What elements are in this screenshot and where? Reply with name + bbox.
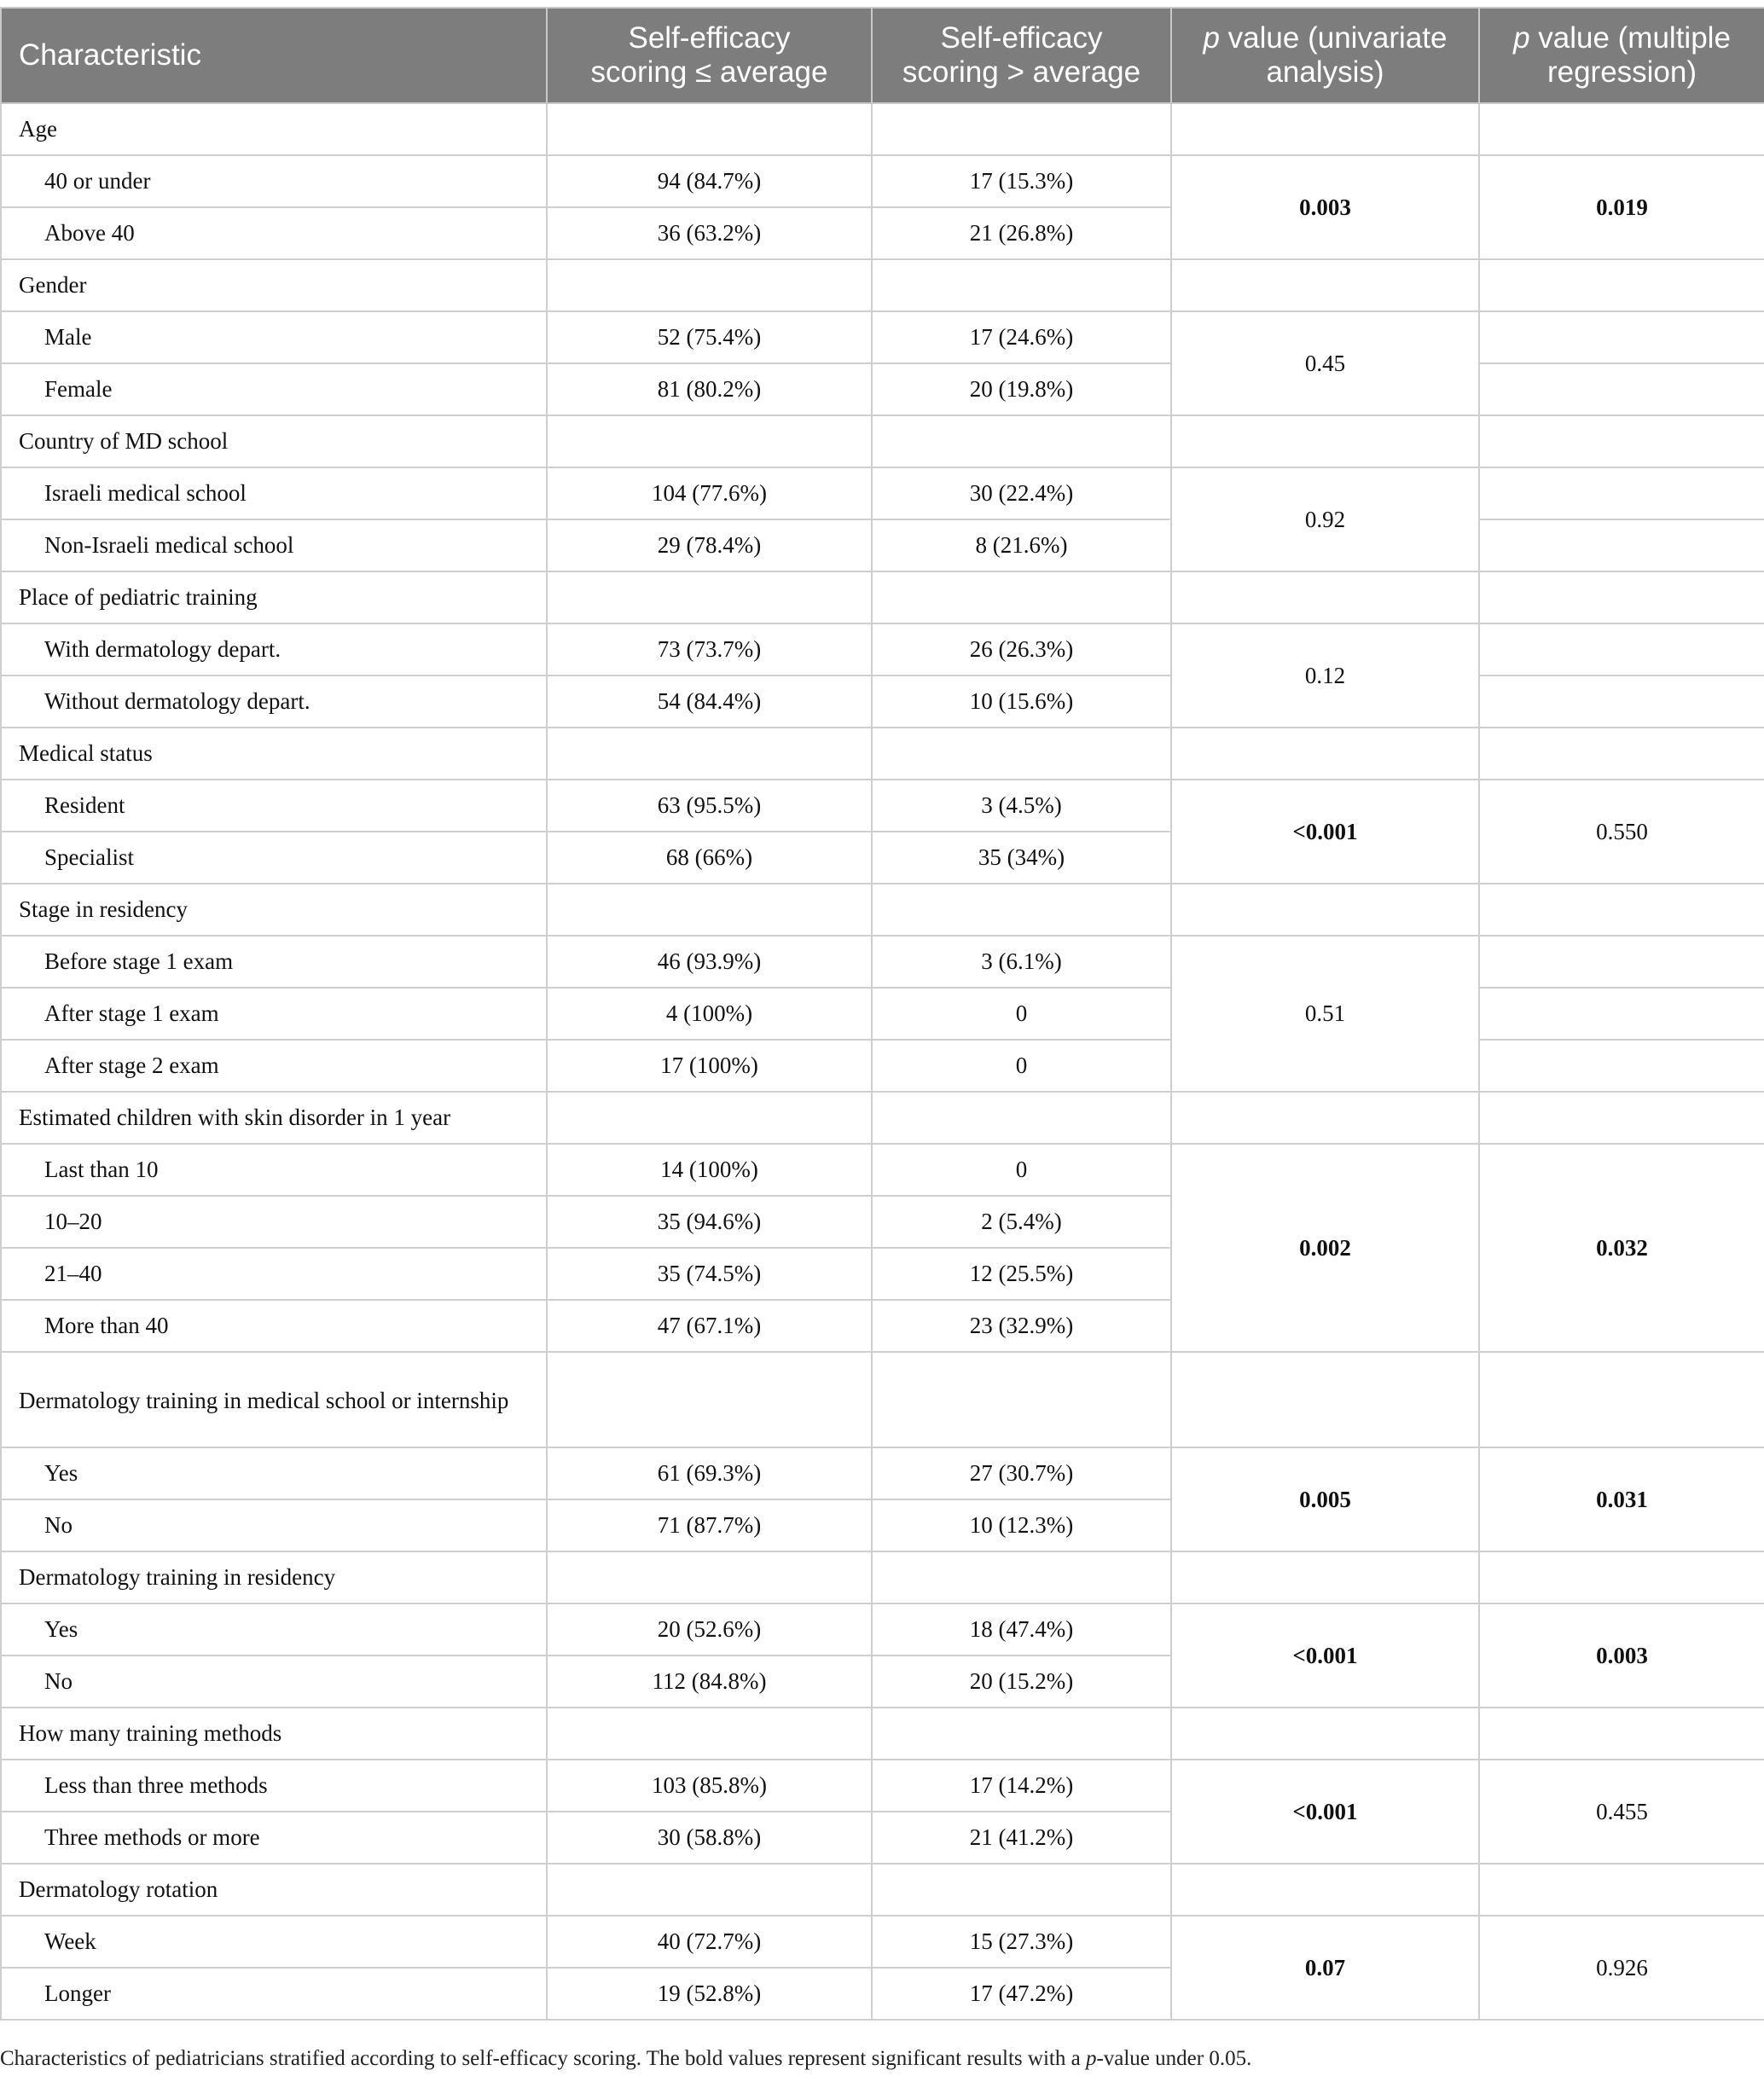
- header-col5-rest1: value (multiple: [1529, 21, 1731, 55]
- value-gt-average: 10 (15.6%): [872, 676, 1171, 728]
- header-col5-line2: regression): [1546, 55, 1697, 89]
- empty-cell: [1479, 571, 1764, 623]
- table-row: [1, 519, 1764, 571]
- empty-cell: [872, 571, 1171, 623]
- value-gt-average: 3 (4.5%): [872, 780, 1171, 832]
- empty-cell: [1479, 259, 1764, 311]
- table-row: [1, 1040, 1764, 1092]
- empty-cell: [1479, 728, 1764, 780]
- value-le-average: 68 (66%): [547, 832, 872, 884]
- empty-cell: [1479, 676, 1764, 728]
- table-row: [1, 1916, 1764, 1968]
- empty-cell: [1171, 1864, 1479, 1916]
- p-value-univariate: <0.001: [1171, 780, 1479, 884]
- table-row: [1, 676, 1764, 728]
- empty-cell: [1479, 363, 1764, 415]
- p-value-univariate: 0.12: [1171, 623, 1479, 728]
- group-row: [1, 571, 1764, 623]
- table-body: [1, 103, 1764, 2020]
- empty-cell: [872, 1708, 1171, 1760]
- header-col3-line1: Self-efficacy: [940, 21, 1103, 55]
- value-gt-average: 10 (12.3%): [872, 1499, 1171, 1551]
- group-label: Age: [1, 103, 547, 155]
- p-value-multiple: 0.455: [1479, 1760, 1764, 1864]
- value-le-average: 40 (72.7%): [547, 1916, 872, 1968]
- p-value-multiple: 0.550: [1479, 780, 1764, 884]
- value-le-average: 14 (100%): [547, 1144, 872, 1196]
- empty-cell: [1171, 728, 1479, 780]
- value-le-average: 61 (69.3%): [547, 1447, 872, 1499]
- row-label: Longer: [1, 1968, 547, 2020]
- value-gt-average: 30 (22.4%): [872, 467, 1171, 519]
- p-value-univariate: 0.002: [1171, 1144, 1479, 1352]
- value-gt-average: 17 (15.3%): [872, 155, 1171, 207]
- row-label: Less than three methods: [1, 1760, 547, 1812]
- table-row: [1, 1603, 1764, 1656]
- empty-cell: [1171, 1551, 1479, 1603]
- group-row: [1, 415, 1764, 467]
- empty-cell: [1479, 1864, 1764, 1916]
- group-label: Estimated children with skin disorder in 1 year: [1, 1092, 547, 1144]
- value-le-average: 19 (52.8%): [547, 1968, 872, 2020]
- value-gt-average: 27 (30.7%): [872, 1447, 1171, 1499]
- value-le-average: 104 (77.6%): [547, 467, 872, 519]
- row-label: Resident: [1, 780, 547, 832]
- empty-cell: [872, 1551, 1171, 1603]
- row-label: No: [1, 1499, 547, 1551]
- p-value-multiple: 0.032: [1479, 1144, 1764, 1352]
- group-label: Medical status: [1, 728, 547, 780]
- caption-part2: -value under 0.05.: [1096, 2047, 1252, 2070]
- group-label: Gender: [1, 259, 547, 311]
- header-scoring-gt-average: [872, 8, 1171, 103]
- value-le-average: 30 (58.8%): [547, 1812, 872, 1864]
- empty-cell: [547, 571, 872, 623]
- value-le-average: 4 (100%): [547, 988, 872, 1040]
- value-gt-average: 21 (26.8%): [872, 207, 1171, 259]
- empty-cell: [1479, 415, 1764, 467]
- row-label: Three methods or more: [1, 1812, 547, 1864]
- group-row: [1, 1352, 1764, 1447]
- header-col2-line2: scoring ≤ average: [590, 55, 828, 89]
- empty-cell: [1171, 1352, 1479, 1447]
- value-le-average: 73 (73.7%): [547, 623, 872, 676]
- p-value-univariate: 0.45: [1171, 311, 1479, 415]
- empty-cell: [872, 259, 1171, 311]
- group-row: [1, 103, 1764, 155]
- empty-cell: [1479, 936, 1764, 988]
- empty-cell: [1479, 103, 1764, 155]
- value-gt-average: 17 (24.6%): [872, 311, 1171, 363]
- p-value-univariate: 0.07: [1171, 1916, 1479, 2020]
- row-label: Week: [1, 1916, 547, 1968]
- empty-cell: [1171, 884, 1479, 936]
- row-label: 21–40: [1, 1248, 547, 1300]
- empty-cell: [547, 1551, 872, 1603]
- group-label: Dermatology training in medical school or internship: [1, 1352, 547, 1447]
- empty-cell: [872, 884, 1171, 936]
- value-gt-average: 0: [872, 1144, 1171, 1196]
- empty-cell: [547, 259, 872, 311]
- empty-cell: [547, 103, 872, 155]
- group-row: [1, 728, 1764, 780]
- row-label: Female: [1, 363, 547, 415]
- value-gt-average: 20 (15.2%): [872, 1656, 1171, 1708]
- header-characteristic: Characteristic: [1, 8, 547, 103]
- value-le-average: 35 (74.5%): [547, 1248, 872, 1300]
- empty-cell: [1479, 1040, 1764, 1092]
- header-col4-rest1: value (univariate: [1219, 21, 1448, 55]
- caption-part1: Characteristics of pediatricians stratified according to self-efficacy scoring. The bold values represent significant results with a: [0, 2047, 1086, 2070]
- p-value-multiple: 0.926: [1479, 1916, 1764, 2020]
- value-gt-average: 21 (41.2%): [872, 1812, 1171, 1864]
- value-le-average: 94 (84.7%): [547, 155, 872, 207]
- group-label: Place of pediatric training: [1, 571, 547, 623]
- value-gt-average: 23 (32.9%): [872, 1300, 1171, 1352]
- table-row: [1, 936, 1764, 988]
- value-gt-average: 0: [872, 988, 1171, 1040]
- p-value-univariate: <0.001: [1171, 1760, 1479, 1864]
- group-label: Dermatology training in residency: [1, 1551, 547, 1603]
- header-p-univariate: [1171, 8, 1479, 103]
- row-label: After stage 1 exam: [1, 988, 547, 1040]
- value-le-average: 36 (63.2%): [547, 207, 872, 259]
- p-value-univariate: <0.001: [1171, 1603, 1479, 1708]
- group-row: [1, 259, 1764, 311]
- caption-italic: p: [1085, 2047, 1097, 2070]
- header-col4-line2: analysis): [1266, 55, 1384, 89]
- empty-cell: [872, 728, 1171, 780]
- row-label: Last than 10: [1, 1144, 547, 1196]
- p-value-multiple: 0.031: [1479, 1447, 1764, 1551]
- empty-cell: [1171, 1708, 1479, 1760]
- table-row: [1, 155, 1764, 207]
- value-gt-average: 35 (34%): [872, 832, 1171, 884]
- header-col4-p: p: [1203, 21, 1220, 55]
- characteristics-table: [0, 7, 1764, 2021]
- value-le-average: 52 (75.4%): [547, 311, 872, 363]
- value-gt-average: 20 (19.8%): [872, 363, 1171, 415]
- p-value-univariate: 0.92: [1171, 467, 1479, 571]
- p-value-multiple: 0.019: [1479, 155, 1764, 259]
- value-le-average: 20 (52.6%): [547, 1603, 872, 1656]
- empty-cell: [1171, 571, 1479, 623]
- table-row: [1, 780, 1764, 832]
- empty-cell: [1479, 1092, 1764, 1144]
- table-row: [1, 467, 1764, 519]
- value-le-average: 71 (87.7%): [547, 1499, 872, 1551]
- empty-cell: [1171, 259, 1479, 311]
- row-label: Israeli medical school: [1, 467, 547, 519]
- value-le-average: 35 (94.6%): [547, 1196, 872, 1248]
- table-caption: [0, 2047, 1764, 2071]
- empty-cell: [547, 1352, 872, 1447]
- empty-cell: [1479, 1352, 1764, 1447]
- header-col3-line2: scoring > average: [902, 55, 1141, 89]
- empty-cell: [872, 1092, 1171, 1144]
- value-le-average: 112 (84.8%): [547, 1656, 872, 1708]
- empty-cell: [1479, 623, 1764, 676]
- p-value-univariate: 0.003: [1171, 155, 1479, 259]
- row-label: 10–20: [1, 1196, 547, 1248]
- value-le-average: 46 (93.9%): [547, 936, 872, 988]
- value-gt-average: 3 (6.1%): [872, 936, 1171, 988]
- value-gt-average: 2 (5.4%): [872, 1196, 1171, 1248]
- empty-cell: [547, 415, 872, 467]
- empty-cell: [1171, 103, 1479, 155]
- value-le-average: 17 (100%): [547, 1040, 872, 1092]
- row-label: Before stage 1 exam: [1, 936, 547, 988]
- row-label: No: [1, 1656, 547, 1708]
- value-gt-average: 18 (47.4%): [872, 1603, 1171, 1656]
- row-label: More than 40: [1, 1300, 547, 1352]
- header-p-multiple: [1479, 8, 1764, 103]
- row-label: Male: [1, 311, 547, 363]
- group-row: [1, 884, 1764, 936]
- row-label: Specialist: [1, 832, 547, 884]
- value-gt-average: 17 (47.2%): [872, 1968, 1171, 2020]
- empty-cell: [1479, 884, 1764, 936]
- table-row: [1, 311, 1764, 363]
- table-row: [1, 988, 1764, 1040]
- row-label: Above 40: [1, 207, 547, 259]
- header-col5-p: p: [1513, 21, 1530, 55]
- value-gt-average: 17 (14.2%): [872, 1760, 1171, 1812]
- empty-cell: [1479, 1551, 1764, 1603]
- group-label: Country of MD school: [1, 415, 547, 467]
- row-label: Non-Israeli medical school: [1, 519, 547, 571]
- empty-cell: [872, 103, 1171, 155]
- group-row: [1, 1092, 1764, 1144]
- group-row: [1, 1864, 1764, 1916]
- value-gt-average: 12 (25.5%): [872, 1248, 1171, 1300]
- empty-cell: [872, 415, 1171, 467]
- group-row: [1, 1551, 1764, 1603]
- empty-cell: [1479, 311, 1764, 363]
- group-label: Dermatology rotation: [1, 1864, 547, 1916]
- table-row: [1, 1144, 1764, 1196]
- table-row: [1, 1760, 1764, 1812]
- empty-cell: [1171, 415, 1479, 467]
- header-scoring-le-average: [547, 8, 872, 103]
- empty-cell: [1479, 988, 1764, 1040]
- row-label: Yes: [1, 1447, 547, 1499]
- p-value-univariate: 0.51: [1171, 936, 1479, 1092]
- empty-cell: [1479, 519, 1764, 571]
- value-le-average: 63 (95.5%): [547, 780, 872, 832]
- empty-cell: [547, 1864, 872, 1916]
- table-row: [1, 1447, 1764, 1499]
- empty-cell: [1479, 1708, 1764, 1760]
- p-value-univariate: 0.005: [1171, 1447, 1479, 1551]
- value-le-average: 29 (78.4%): [547, 519, 872, 571]
- value-le-average: 103 (85.8%): [547, 1760, 872, 1812]
- header-col2-line1: Self-efficacy: [628, 21, 791, 55]
- table-row: [1, 623, 1764, 676]
- empty-cell: [547, 1708, 872, 1760]
- table-header: [1, 8, 1764, 103]
- table-row: [1, 363, 1764, 415]
- value-le-average: 54 (84.4%): [547, 676, 872, 728]
- empty-cell: [547, 884, 872, 936]
- group-row: [1, 1708, 1764, 1760]
- group-label: Stage in residency: [1, 884, 547, 936]
- row-label: 40 or under: [1, 155, 547, 207]
- empty-cell: [872, 1352, 1171, 1447]
- group-label: How many training methods: [1, 1708, 547, 1760]
- value-gt-average: 0: [872, 1040, 1171, 1092]
- row-label: Yes: [1, 1603, 547, 1656]
- empty-cell: [1479, 467, 1764, 519]
- value-gt-average: 8 (21.6%): [872, 519, 1171, 571]
- empty-cell: [872, 1864, 1171, 1916]
- row-label: With dermatology depart.: [1, 623, 547, 676]
- p-value-multiple: 0.003: [1479, 1603, 1764, 1708]
- empty-cell: [1171, 1092, 1479, 1144]
- value-gt-average: 26 (26.3%): [872, 623, 1171, 676]
- row-label: Without dermatology depart.: [1, 676, 547, 728]
- empty-cell: [547, 1092, 872, 1144]
- value-gt-average: 15 (27.3%): [872, 1916, 1171, 1968]
- value-le-average: 81 (80.2%): [547, 363, 872, 415]
- value-le-average: 47 (67.1%): [547, 1300, 872, 1352]
- empty-cell: [547, 728, 872, 780]
- row-label: After stage 2 exam: [1, 1040, 547, 1092]
